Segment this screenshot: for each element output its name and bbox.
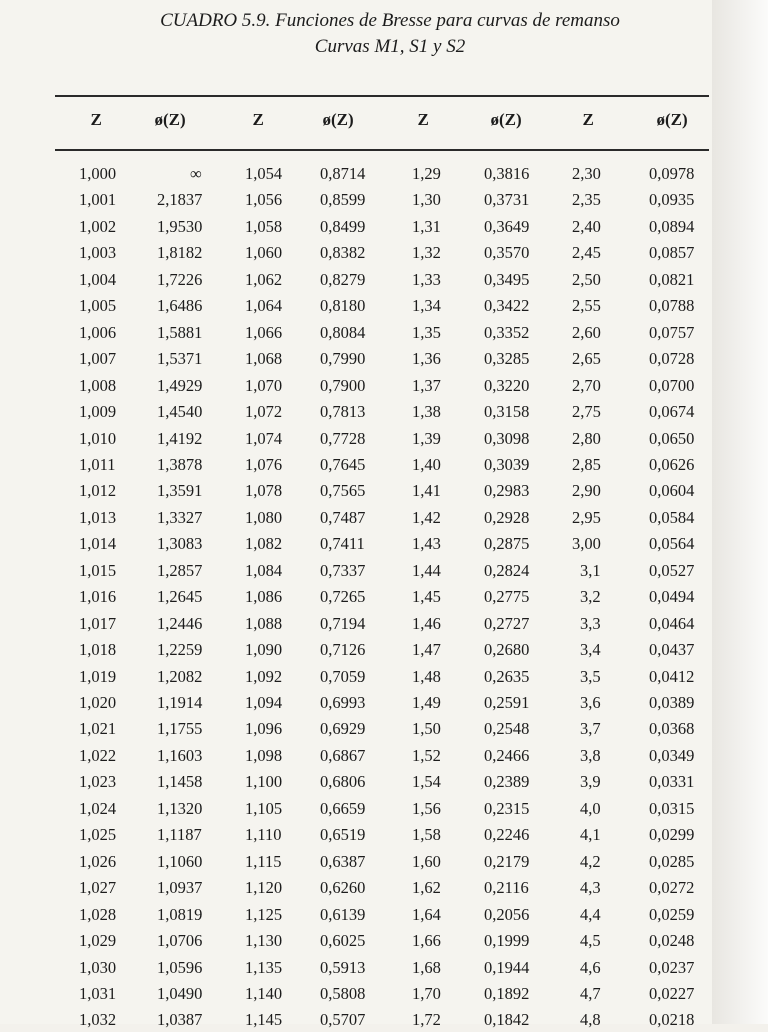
z-value-cell: 2,45 — [572, 243, 601, 263]
z-value-cell: 1,42 — [412, 507, 441, 527]
phi-value-cell: 0,0349 — [649, 745, 695, 765]
z-value-cell: 1,64 — [412, 904, 441, 924]
phi-value-cell: 1,7226 — [157, 269, 203, 289]
phi-value-cell: 0,0584 — [649, 507, 695, 527]
z-value-cell: 2,90 — [572, 481, 601, 501]
z-value-cell: 4,1 — [580, 825, 601, 845]
phi-value-cell: 0,3285 — [484, 349, 530, 369]
z-value-cell: 1,056 — [245, 190, 283, 210]
phi-value-cell: 1,1187 — [157, 825, 202, 845]
z-value-cell: 1,38 — [412, 402, 441, 422]
phi-value-cell: 0,1842 — [484, 1010, 530, 1030]
z-value-cell: 1,56 — [412, 798, 441, 818]
phi-value-cell: 1,2645 — [157, 587, 203, 607]
phi-value-cell: 0,0674 — [649, 402, 695, 422]
phi-value-cell: 1,2857 — [157, 560, 203, 580]
z-value-cell: 1,145 — [245, 1010, 283, 1030]
phi-value-cell: 0,2246 — [484, 825, 530, 845]
z-value-cell: 1,088 — [245, 613, 283, 633]
z-value-cell: 1,006 — [79, 322, 117, 342]
z-value-cell: 1,019 — [79, 666, 117, 686]
z-value-cell: 2,30 — [572, 164, 601, 183]
phi-value-cell: 0,6519 — [320, 825, 366, 845]
z-value-cell: 1,012 — [79, 481, 117, 501]
phi-value-cell: 0,0389 — [649, 693, 695, 712]
z-value-cell: 1,032 — [79, 1010, 117, 1030]
phi-value-cell: 0,6806 — [320, 772, 366, 792]
z-value-cell: 1,003 — [79, 243, 117, 263]
z-value-cell: 1,31 — [412, 216, 441, 236]
z-value-cell: 1,115 — [245, 851, 282, 871]
z-value-cell: 1,064 — [245, 296, 283, 316]
z-value-cell: 1,094 — [245, 693, 283, 712]
z-value-cell: 2,80 — [572, 428, 601, 448]
z-value-cell: 3,9 — [580, 772, 601, 792]
phi-value-cell: 0,3352 — [484, 322, 530, 342]
phi-value-cell: 0,0248 — [649, 931, 695, 951]
phi-value-cell: 0,0272 — [649, 878, 695, 898]
phi-value-cell: 0,6929 — [320, 719, 366, 739]
phi-value-cell: 0,3649 — [484, 216, 530, 236]
phi-value-cell: 0,3422 — [484, 296, 530, 316]
z-value-cell: 1,45 — [412, 587, 441, 607]
phi-value-cell: 0,0331 — [649, 772, 695, 792]
z-value-cell: 1,072 — [245, 402, 283, 422]
z-value-cell: 1,105 — [245, 798, 283, 818]
phi-value-cell: 1,2446 — [157, 613, 203, 633]
column-header-z: Z — [582, 110, 594, 129]
z-value-cell: 1,34 — [412, 296, 441, 316]
z-value-cell: 1,018 — [79, 640, 117, 660]
phi-value-cell: 1,1060 — [157, 851, 203, 871]
z-value-cell: 1,092 — [245, 666, 283, 686]
page-gutter — [712, 0, 768, 1024]
phi-value-cell: 0,2591 — [484, 693, 530, 712]
phi-value-cell: 0,0728 — [649, 349, 695, 369]
z-value-cell: 1,58 — [412, 825, 441, 845]
z-value-cell: 1,066 — [245, 322, 283, 342]
phi-value-cell: 0,2056 — [484, 904, 530, 924]
phi-value-cell: 1,2082 — [157, 666, 203, 686]
z-value-cell: 1,096 — [245, 719, 283, 739]
z-value-cell: 2,85 — [572, 454, 601, 474]
phi-value-cell: 0,2179 — [484, 851, 530, 871]
phi-value-cell: 0,7265 — [320, 587, 366, 607]
z-value-cell: 1,100 — [245, 772, 283, 792]
z-value-cell: 1,000 — [79, 164, 117, 183]
z-value-cell: 1,47 — [412, 640, 441, 660]
z-value-cell: 3,8 — [580, 745, 601, 765]
z-value-cell: 1,30 — [412, 190, 441, 210]
phi-value-cell: 0,2548 — [484, 719, 530, 739]
phi-value-cell: 0,8084 — [320, 322, 366, 342]
phi-value-cell: 1,4540 — [157, 402, 203, 422]
z-value-cell: 1,009 — [79, 402, 117, 422]
z-value-cell: 1,076 — [245, 454, 283, 474]
z-value-cell: 1,54 — [412, 772, 441, 792]
phi-value-cell: 0,0227 — [649, 983, 695, 1003]
z-value-cell: 2,75 — [572, 402, 601, 422]
z-value-cell: 3,3 — [580, 613, 601, 633]
phi-value-cell: 1,8182 — [157, 243, 203, 263]
phi-value-cell: 1,3878 — [157, 454, 203, 474]
z-value-cell: 1,60 — [412, 851, 441, 871]
table-caption — [80, 8, 700, 60]
z-value-cell: 4,5 — [580, 931, 601, 951]
top-rule — [55, 95, 709, 97]
z-value-cell: 1,028 — [79, 904, 117, 924]
phi-value-cell: 1,0706 — [157, 931, 203, 951]
z-value-cell: 1,086 — [245, 587, 283, 607]
z-value-cell: 1,002 — [79, 216, 117, 236]
header-rule — [55, 149, 709, 151]
z-value-cell: 1,004 — [79, 269, 117, 289]
phi-value-cell: 2,1837 — [157, 190, 203, 210]
z-value-cell: 3,4 — [580, 640, 601, 660]
phi-value-cell: 0,0464 — [649, 613, 695, 633]
z-value-cell: 2,65 — [572, 349, 601, 369]
phi-value-cell: 0,0527 — [649, 560, 695, 580]
z-value-cell: 1,70 — [412, 983, 441, 1003]
phi-value-cell: 0,1944 — [484, 957, 530, 977]
column-header-phi: ø(Z) — [322, 110, 354, 129]
z-value-cell: 4,4 — [580, 904, 601, 924]
column-header-phi: ø(Z) — [490, 110, 522, 129]
z-value-cell: 1,090 — [245, 640, 283, 660]
z-value-cell: 1,058 — [245, 216, 283, 236]
phi-value-cell: 0,2389 — [484, 772, 530, 792]
z-value-cell: 2,35 — [572, 190, 601, 210]
z-value-cell: 1,52 — [412, 745, 441, 765]
z-value-cell: 1,48 — [412, 666, 441, 686]
phi-value-cell: 0,0564 — [649, 534, 695, 554]
z-value-cell: 1,084 — [245, 560, 283, 580]
phi-value-cell: 1,3083 — [157, 534, 203, 554]
phi-value-cell: 0,6659 — [320, 798, 366, 818]
phi-value-cell: 1,4929 — [157, 375, 203, 395]
z-value-cell: 2,70 — [572, 375, 601, 395]
z-value-cell: 3,00 — [572, 534, 601, 554]
z-value-cell: 1,40 — [412, 454, 441, 474]
phi-value-cell: 0,7900 — [320, 375, 366, 395]
z-value-cell: 2,95 — [572, 507, 601, 527]
phi-value-cell: 0,2116 — [484, 878, 529, 898]
phi-value-cell: 1,1320 — [157, 798, 203, 818]
phi-value-cell: 0,0368 — [649, 719, 695, 739]
z-value-cell: 1,062 — [245, 269, 283, 289]
z-value-cell: 1,020 — [79, 693, 117, 712]
table-subtitle: Curvas M1, S1 y S2 — [314, 36, 466, 57]
z-value-cell: 1,016 — [79, 587, 117, 607]
phi-value-cell: 0,3039 — [484, 454, 530, 474]
phi-value-cell: 0,3816 — [484, 164, 530, 183]
phi-value-cell: 0,5707 — [320, 1010, 366, 1030]
phi-value-cell: 0,7126 — [320, 640, 366, 660]
phi-value-cell: 0,3570 — [484, 243, 530, 263]
z-value-cell: 1,39 — [412, 428, 441, 448]
z-value-cell: 1,46 — [412, 613, 441, 633]
z-value-cell: 4,3 — [580, 878, 601, 898]
z-value-cell: 1,001 — [79, 190, 117, 210]
phi-value-cell: 0,2727 — [484, 613, 530, 633]
z-value-cell: 1,082 — [245, 534, 283, 554]
phi-value-cell: 0,7645 — [320, 454, 366, 474]
phi-value-cell: 0,7411 — [320, 534, 365, 554]
z-value-cell: 1,110 — [245, 825, 282, 845]
z-value-cell: 1,029 — [79, 931, 117, 951]
z-value-cell: 1,017 — [79, 613, 117, 633]
z-value-cell: 1,62 — [412, 878, 441, 898]
phi-value-cell: 1,1914 — [157, 693, 203, 712]
phi-value-cell: 0,7487 — [320, 507, 366, 527]
z-value-cell: 3,1 — [580, 560, 601, 580]
phi-value-cell: 0,0757 — [649, 322, 695, 342]
phi-value-cell: 0,3158 — [484, 402, 530, 422]
phi-value-cell: 0,6139 — [320, 904, 366, 924]
phi-value-cell: 0,2466 — [484, 745, 530, 765]
z-value-cell: 1,32 — [412, 243, 441, 263]
phi-value-cell: 0,2928 — [484, 507, 530, 527]
z-value-cell: 1,49 — [412, 693, 441, 712]
z-value-cell: 1,060 — [245, 243, 283, 263]
z-value-cell: 2,40 — [572, 216, 601, 236]
phi-value-cell: 0,6993 — [320, 693, 366, 712]
phi-value-cell: 0,1999 — [484, 931, 530, 951]
z-value-cell: 1,68 — [412, 957, 441, 977]
z-value-cell: 1,074 — [245, 428, 283, 448]
phi-value-cell: 0,5913 — [320, 957, 366, 977]
z-value-cell: 1,070 — [245, 375, 283, 395]
z-value-cell: 1,008 — [79, 375, 117, 395]
z-value-cell: 3,5 — [580, 666, 601, 686]
phi-value-cell: 0,0604 — [649, 481, 695, 501]
z-value-cell: 2,60 — [572, 322, 601, 342]
z-value-cell: 1,29 — [412, 164, 441, 183]
phi-value-cell: 1,6486 — [157, 296, 203, 316]
z-value-cell: 1,014 — [79, 534, 117, 554]
z-value-cell: 3,6 — [580, 693, 601, 712]
phi-value-cell: 0,7059 — [320, 666, 366, 686]
phi-value-cell: 0,7337 — [320, 560, 366, 580]
z-value-cell: 1,130 — [245, 931, 283, 951]
table-title: CUADRO 5.9. Funciones de Bresse para curvas de remanso — [160, 10, 620, 31]
phi-value-cell: 1,1755 — [157, 719, 203, 739]
phi-value-cell: 0,0978 — [649, 164, 695, 183]
phi-value-cell: 1,2259 — [157, 640, 203, 660]
z-value-cell: 2,50 — [572, 269, 601, 289]
z-value-cell: 1,33 — [412, 269, 441, 289]
phi-value-cell: 0,2315 — [484, 798, 530, 818]
z-value-cell: 4,8 — [580, 1010, 601, 1030]
phi-value-cell: 1,0490 — [157, 983, 203, 1003]
phi-value-cell: 0,6387 — [320, 851, 366, 871]
phi-value-cell: 0,3731 — [484, 190, 530, 210]
z-value-cell: 1,068 — [245, 349, 283, 369]
z-value-cell: 1,027 — [79, 878, 117, 898]
column-header-z: Z — [252, 110, 264, 129]
phi-value-cell: 0,6867 — [320, 745, 366, 765]
z-value-cell: 1,140 — [245, 983, 283, 1003]
phi-value-cell: 0,0650 — [649, 428, 695, 448]
phi-value-cell: 0,2775 — [484, 587, 530, 607]
phi-value-cell: 0,8382 — [320, 243, 366, 263]
phi-value-cell: 0,7194 — [320, 613, 366, 633]
z-value-cell: 1,026 — [79, 851, 117, 871]
z-value-cell: 1,022 — [79, 745, 117, 765]
phi-value-cell: 0,0935 — [649, 190, 695, 210]
phi-value-cell: 0,0412 — [649, 666, 695, 686]
z-value-cell: 1,021 — [79, 719, 117, 739]
phi-value-cell: 0,0285 — [649, 851, 695, 871]
phi-value-cell: 1,5881 — [157, 322, 203, 342]
z-value-cell: 1,005 — [79, 296, 117, 316]
phi-value-cell: 0,2983 — [484, 481, 530, 501]
phi-value-cell: 1,0819 — [157, 904, 203, 924]
z-value-cell: 1,011 — [79, 454, 116, 474]
phi-value-cell: 0,0626 — [649, 454, 695, 474]
z-value-cell: 1,030 — [79, 957, 117, 977]
z-value-cell: 1,120 — [245, 878, 283, 898]
z-value-cell: 1,080 — [245, 507, 283, 527]
phi-value-cell: 0,7565 — [320, 481, 366, 501]
phi-value-cell: 0,6025 — [320, 931, 366, 951]
phi-value-cell: 0,0218 — [649, 1010, 695, 1030]
z-value-cell: 1,50 — [412, 719, 441, 739]
phi-value-cell: 0,8599 — [320, 190, 366, 210]
column-header-z: Z — [90, 110, 102, 129]
phi-value-cell: 1,0387 — [157, 1010, 203, 1030]
z-value-cell: 4,0 — [580, 798, 601, 818]
z-value-cell: 4,6 — [580, 957, 601, 977]
z-value-cell: 1,44 — [412, 560, 441, 580]
phi-value-cell: 0,2824 — [484, 560, 530, 580]
z-value-cell: 1,007 — [79, 349, 117, 369]
phi-value-cell: 0,7990 — [320, 349, 366, 369]
phi-value-cell: 1,0596 — [157, 957, 203, 977]
z-value-cell: 3,7 — [580, 719, 601, 739]
z-value-cell: 4,2 — [580, 851, 601, 871]
z-value-cell: 1,010 — [79, 428, 117, 448]
z-value-cell: 1,013 — [79, 507, 117, 527]
z-value-cell: 1,015 — [79, 560, 117, 580]
z-value-cell: 1,031 — [79, 983, 117, 1003]
column-header-z: Z — [417, 110, 429, 129]
z-value-cell: 1,41 — [412, 481, 441, 501]
phi-value-cell: 1,5371 — [157, 349, 203, 369]
phi-value-cell: 1,4192 — [157, 428, 203, 448]
phi-value-cell: 0,0315 — [649, 798, 695, 818]
phi-value-cell: 0,0788 — [649, 296, 695, 316]
z-value-cell: 1,43 — [412, 534, 441, 554]
phi-value-cell: 0,0821 — [649, 269, 695, 289]
phi-value-cell: 0,8714 — [320, 164, 366, 183]
phi-value-cell: 0,0299 — [649, 825, 695, 845]
z-value-cell: 1,35 — [412, 322, 441, 342]
phi-value-cell: 0,0894 — [649, 216, 695, 236]
z-value-cell: 1,37 — [412, 375, 441, 395]
column-header-phi: ø(Z) — [656, 110, 688, 129]
phi-value-cell: 0,0237 — [649, 957, 695, 977]
phi-value-cell: 1,1458 — [157, 772, 203, 792]
phi-value-cell: 0,0700 — [649, 375, 695, 395]
phi-value-cell: 0,0857 — [649, 243, 695, 263]
phi-value-cell: 1,9530 — [157, 216, 203, 236]
z-value-cell: 4,7 — [580, 983, 601, 1003]
phi-value-cell: ∞ — [190, 164, 202, 183]
z-value-cell: 1,024 — [79, 798, 117, 818]
phi-value-cell: 0,3220 — [484, 375, 530, 395]
phi-value-cell: 0,8279 — [320, 269, 366, 289]
phi-value-cell: 1,3327 — [157, 507, 203, 527]
z-value-cell: 1,023 — [79, 772, 117, 792]
phi-value-cell: 1,3591 — [157, 481, 203, 501]
z-value-cell: 1,125 — [245, 904, 283, 924]
phi-value-cell: 0,3495 — [484, 269, 530, 289]
z-value-cell: 1,098 — [245, 745, 283, 765]
phi-value-cell: 1,1603 — [157, 745, 203, 765]
phi-value-cell: 0,6260 — [320, 878, 366, 898]
phi-value-cell: 0,0437 — [649, 640, 695, 660]
phi-value-cell: 0,7728 — [320, 428, 366, 448]
z-value-cell: 1,72 — [412, 1010, 441, 1030]
z-value-cell: 1,135 — [245, 957, 283, 977]
z-value-cell: 1,36 — [412, 349, 441, 369]
phi-value-cell: 0,1892 — [484, 983, 530, 1003]
phi-value-cell: 0,2635 — [484, 666, 530, 686]
z-value-cell: 1,054 — [245, 164, 283, 183]
phi-value-cell: 0,0259 — [649, 904, 695, 924]
phi-value-cell: 0,0494 — [649, 587, 695, 607]
phi-value-cell: 0,2680 — [484, 640, 530, 660]
phi-value-cell: 1,0937 — [157, 878, 203, 898]
phi-value-cell: 0,7813 — [320, 402, 366, 422]
z-value-cell: 3,2 — [580, 587, 601, 607]
phi-value-cell: 0,5808 — [320, 983, 366, 1003]
phi-value-cell: 0,2875 — [484, 534, 530, 554]
phi-value-cell: 0,3098 — [484, 428, 530, 448]
z-value-cell: 1,025 — [79, 825, 117, 845]
phi-value-cell: 0,8499 — [320, 216, 366, 236]
column-header-phi: ø(Z) — [154, 110, 186, 129]
z-value-cell: 1,078 — [245, 481, 283, 501]
z-value-cell: 1,66 — [412, 931, 441, 951]
phi-value-cell: 0,8180 — [320, 296, 366, 316]
z-value-cell: 2,55 — [572, 296, 601, 316]
